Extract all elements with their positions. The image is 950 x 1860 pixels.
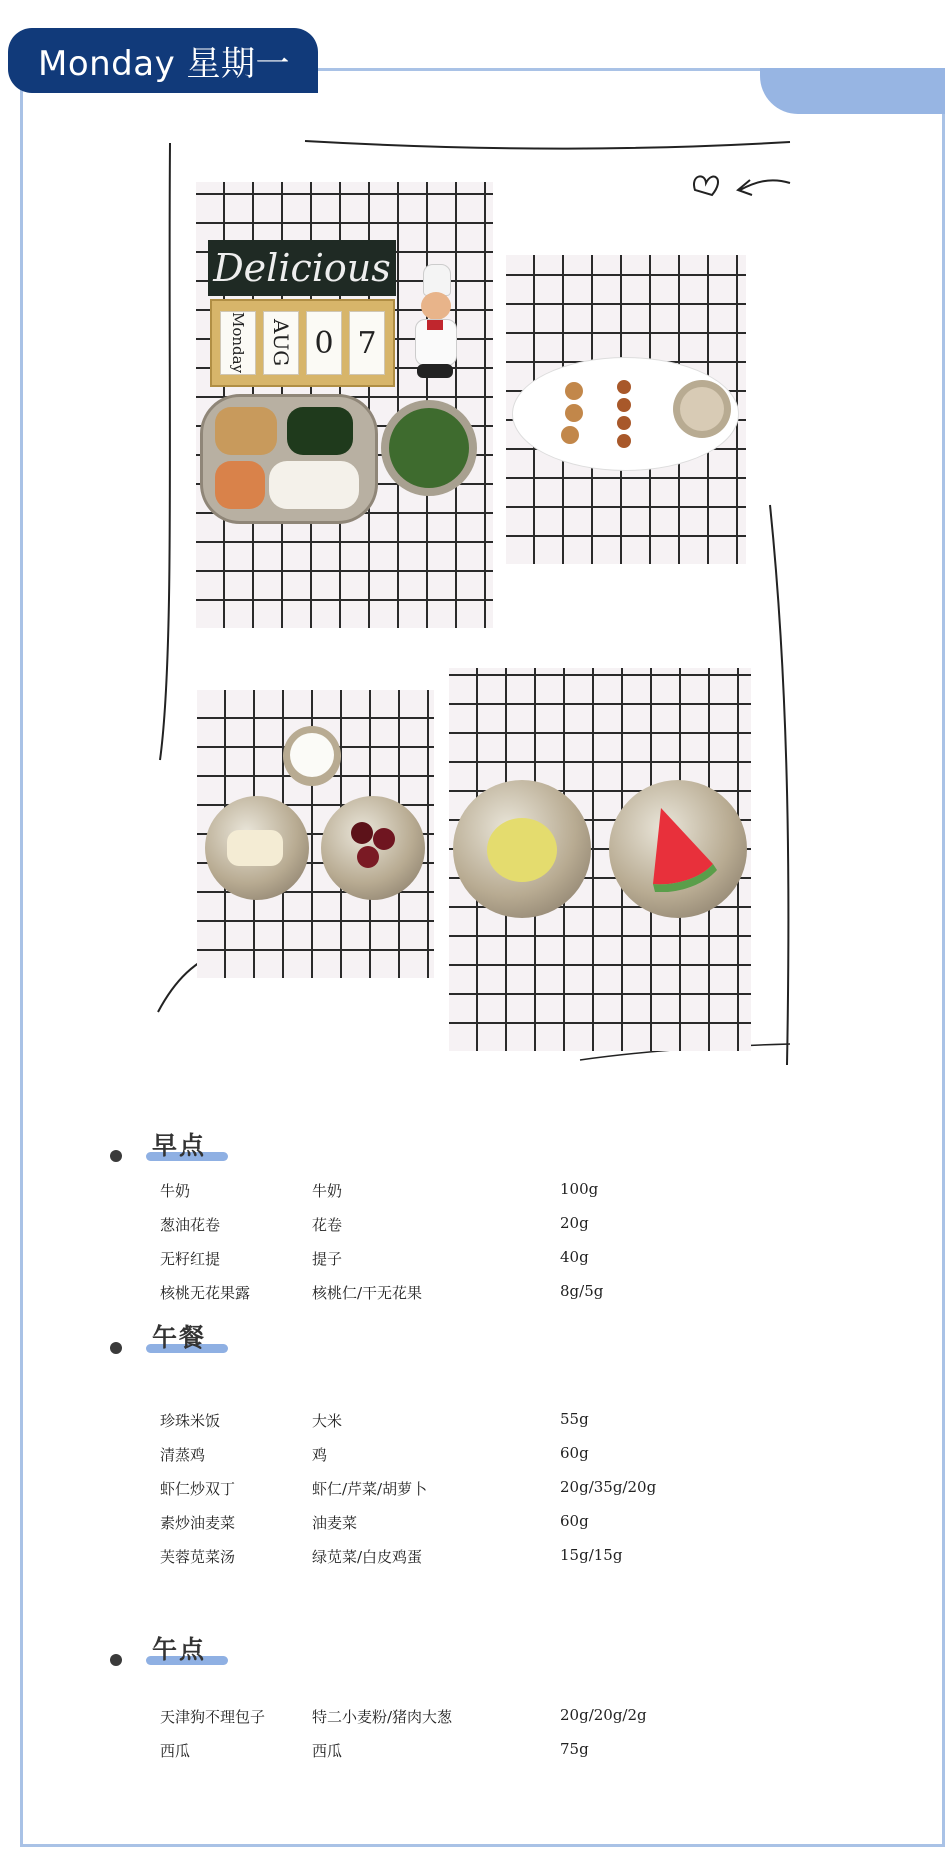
section-title: 午餐 — [152, 1323, 207, 1352]
dish-ingredients: 虾仁/芹菜/胡萝卜 — [312, 1480, 428, 1498]
dish-ingredients: 大米 — [312, 1412, 343, 1430]
corner-accent — [760, 68, 945, 114]
dish-amount: 8g/5g — [560, 1282, 604, 1300]
photo-breakfast — [197, 690, 434, 978]
bun-dish — [453, 780, 591, 918]
menu-section-afternoon-snack — [110, 1630, 870, 1770]
dish-amount: 40g — [560, 1248, 589, 1266]
oval-plate — [512, 357, 739, 471]
dish-ingredients: 核桃仁/干无花果 — [312, 1284, 423, 1302]
section-bullet — [110, 1150, 122, 1162]
menu-row — [160, 1248, 860, 1274]
dish-name: 虾仁炒双丁 — [160, 1480, 236, 1498]
dish-ingredients: 鸡 — [312, 1446, 328, 1464]
menu-row — [160, 1706, 860, 1732]
menu-row — [160, 1410, 860, 1436]
menu-row — [160, 1180, 860, 1206]
day-label: Monday 星期一 — [38, 44, 291, 84]
divided-plate — [200, 394, 378, 524]
dish-ingredients: 特二小麦粉/猪肉大葱 — [312, 1708, 453, 1726]
chef-figurine — [409, 264, 461, 384]
dish-name: 葱油花卷 — [160, 1216, 221, 1234]
dish-amount: 20g — [560, 1214, 589, 1232]
calendar-day: Monday — [220, 311, 256, 375]
dish-ingredients: 西瓜 — [312, 1742, 343, 1760]
section-bullet — [110, 1654, 122, 1666]
dish-ingredients: 花卷 — [312, 1216, 343, 1234]
menu-row — [160, 1282, 860, 1308]
dish-name: 芙蓉苋菜汤 — [160, 1548, 236, 1566]
board-text: Delicious — [213, 246, 391, 290]
photo-lunch — [196, 182, 493, 628]
dish-amount: 20g/20g/2g — [560, 1706, 647, 1724]
dish-ingredients: 油麦菜 — [312, 1514, 358, 1532]
calendar-month: AUG — [263, 311, 299, 375]
dish-amount: 60g — [560, 1512, 589, 1530]
dish-ingredients: 牛奶 — [312, 1182, 343, 1200]
dish-name: 无籽红提 — [160, 1250, 221, 1268]
dish-amount: 55g — [560, 1410, 589, 1428]
dish-name: 核桃无花果露 — [160, 1284, 251, 1302]
dish-amount: 100g — [560, 1180, 599, 1198]
menu-row — [160, 1444, 860, 1470]
day-tab — [8, 28, 318, 93]
photo-afternoon-snack — [449, 668, 751, 1051]
dish-amount: 60g — [560, 1444, 589, 1462]
calendar-digit: 0 — [306, 311, 342, 375]
photo-morning-snack — [506, 255, 746, 564]
dish-name: 天津狗不理包子 — [160, 1708, 266, 1726]
section-title: 午点 — [152, 1635, 207, 1664]
bread-dish — [205, 796, 309, 900]
date-calendar — [210, 299, 395, 387]
menu-section-breakfast — [110, 1120, 870, 1320]
dish-amount: 15g/15g — [560, 1546, 623, 1564]
dish-ingredients: 绿苋菜/白皮鸡蛋 — [312, 1548, 423, 1566]
soup-bowl — [381, 400, 477, 496]
dish-name: 素炒油麦菜 — [160, 1514, 236, 1532]
section-title: 早点 — [152, 1131, 207, 1160]
section-bullet — [110, 1342, 122, 1354]
dish-name: 清蒸鸡 — [160, 1446, 206, 1464]
dish-name: 西瓜 — [160, 1742, 191, 1760]
menu-row — [160, 1478, 860, 1504]
watermelon-dish — [609, 780, 747, 918]
menu-row — [160, 1512, 860, 1538]
grape-dish — [321, 796, 425, 900]
dish-name: 珍珠米饭 — [160, 1412, 221, 1430]
dish-name: 牛奶 — [160, 1182, 191, 1200]
menu-row — [160, 1546, 860, 1572]
menu-row — [160, 1740, 860, 1766]
menu-section-lunch — [110, 1320, 870, 1580]
calendar-digit: 7 — [349, 311, 385, 375]
menu-row — [160, 1214, 860, 1240]
milk-cup — [283, 726, 341, 786]
dish-amount: 20g/35g/20g — [560, 1478, 657, 1496]
chalkboard-sign — [208, 240, 396, 296]
dish-ingredients: 提子 — [312, 1250, 343, 1268]
dish-amount: 75g — [560, 1740, 589, 1758]
